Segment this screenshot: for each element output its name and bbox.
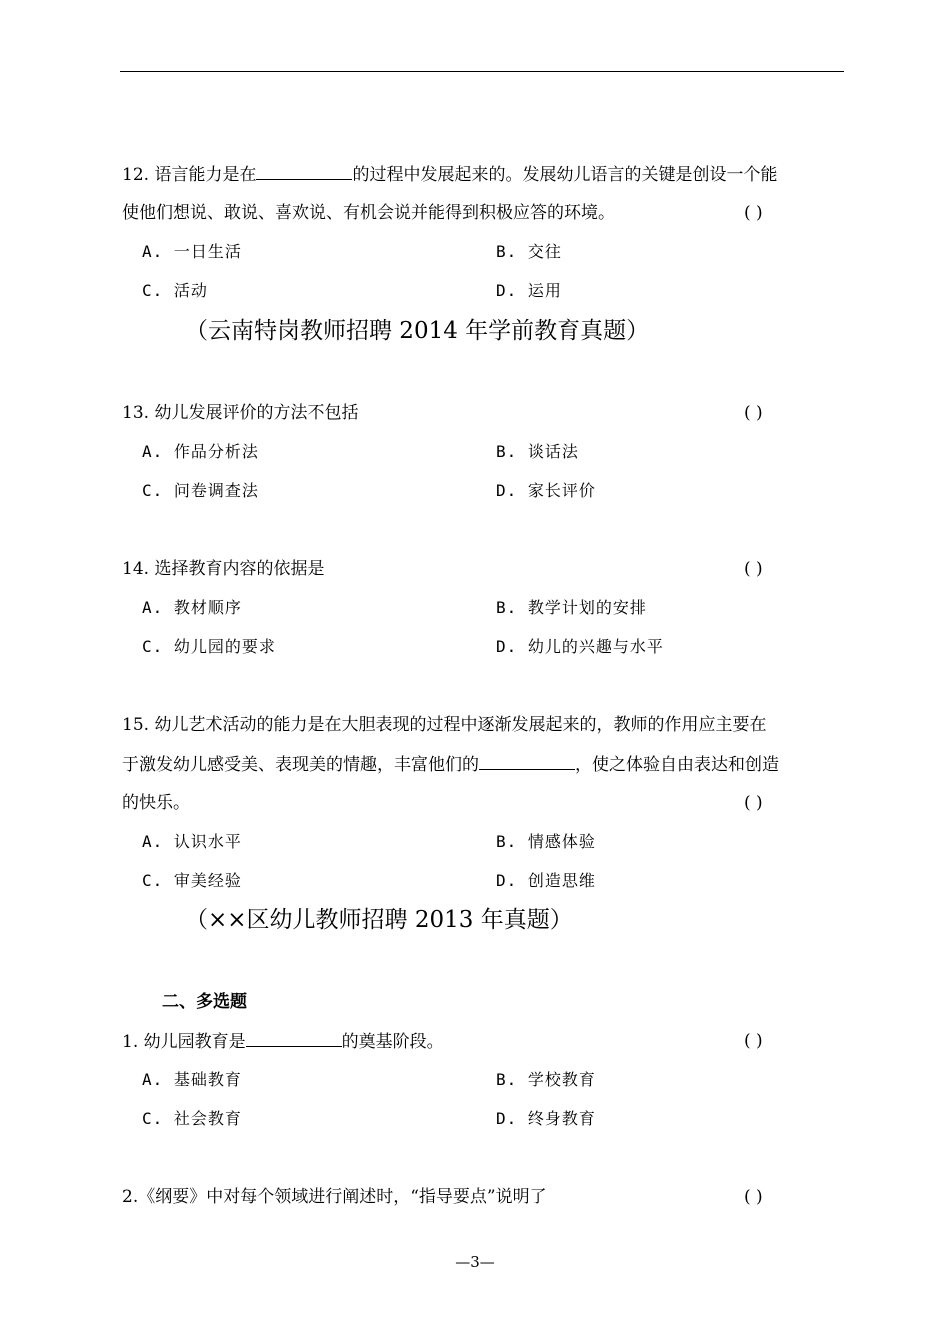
q14-option-d: D. 幼儿的兴趣与水平 <box>496 637 664 656</box>
source-note-1: （云南特岗教师招聘 2014 年学前教育真题） <box>185 318 650 344</box>
m1-option-d: D. 终身教育 <box>496 1109 596 1128</box>
q15-answer-paren: ( ) <box>744 793 763 813</box>
m2-answer-paren: ( ) <box>744 1187 763 1207</box>
m2-text: 2.《纲要》中对每个领域进行阐述时，“指导要点”说明了 <box>122 1187 547 1207</box>
q15-line2 <box>122 753 779 776</box>
q13-option-b: B. 谈话法 <box>496 442 579 461</box>
q12-line2: 使他们想说、敢说、喜欢说、有机会说并能得到积极应答的环境。 <box>122 203 615 223</box>
q13-answer-paren: ( ) <box>744 403 763 423</box>
q15-line3: 的快乐。 <box>122 793 190 813</box>
page-number: —3— <box>455 1253 495 1271</box>
m1-option-c: C. 社会教育 <box>142 1109 242 1128</box>
m1-answer-paren: ( ) <box>744 1031 763 1051</box>
q15-option-b: B. 情感体验 <box>496 832 596 851</box>
m1-text-post: 的奠基阶段。 <box>341 1032 444 1052</box>
m1-text <box>122 1030 444 1053</box>
section-title: 二、多选题 <box>162 992 247 1012</box>
q14-option-b: B. 教学计划的安排 <box>496 598 647 617</box>
header-rule <box>120 71 844 72</box>
q12-line1 <box>122 163 777 186</box>
q12-blank <box>256 163 352 180</box>
m1-option-a: A. 基础教育 <box>142 1070 242 1089</box>
q15-text-pre: 于激发幼儿感受美、表现美的情趣，丰富他们的 <box>122 755 479 775</box>
m1-text-pre: 1. 幼儿园教育是 <box>122 1032 246 1052</box>
q13-text: 13. 幼儿发展评价的方法不包括 <box>122 403 359 423</box>
q12-text-pre: 12. 语言能力是在 <box>122 165 257 185</box>
q12-answer-paren: ( ) <box>744 203 763 223</box>
q15-option-c: C. 审美经验 <box>142 871 242 890</box>
q13-option-d: D. 家长评价 <box>496 481 596 500</box>
m1-blank <box>246 1030 342 1047</box>
q14-answer-paren: ( ) <box>744 559 763 579</box>
source-note-2: （××区幼儿教师招聘 2013 年真题） <box>185 907 573 933</box>
q13-option-a: A. 作品分析法 <box>142 442 259 461</box>
q15-line1: 15. 幼儿艺术活动的能力是在大胆表现的过程中逐渐发展起来的，教师的作用应主要在 <box>122 715 767 735</box>
q14-option-c: C. 幼儿园的要求 <box>142 637 276 656</box>
m1-option-b: B. 学校教育 <box>496 1070 596 1089</box>
q15-text-post: ，使之体验自由表达和创造 <box>575 755 779 775</box>
q13-option-c: C. 问卷调查法 <box>142 481 259 500</box>
q14-option-a: A. 教材顺序 <box>142 598 242 617</box>
q15-blank <box>479 753 575 770</box>
q14-text: 14. 选择教育内容的依据是 <box>122 559 325 579</box>
q15-option-a: A. 认识水平 <box>142 832 242 851</box>
q12-option-c: C. 活动 <box>142 281 208 300</box>
q12-text-post: 的过程中发展起来的。发展幼儿语言的关键是创设一个能 <box>352 165 778 185</box>
q12-option-d: D. 运用 <box>496 281 562 300</box>
q12-option-a: A. 一日生活 <box>142 242 242 261</box>
q12-option-b: B. 交往 <box>496 242 562 261</box>
q15-option-d: D. 创造思维 <box>496 871 596 890</box>
